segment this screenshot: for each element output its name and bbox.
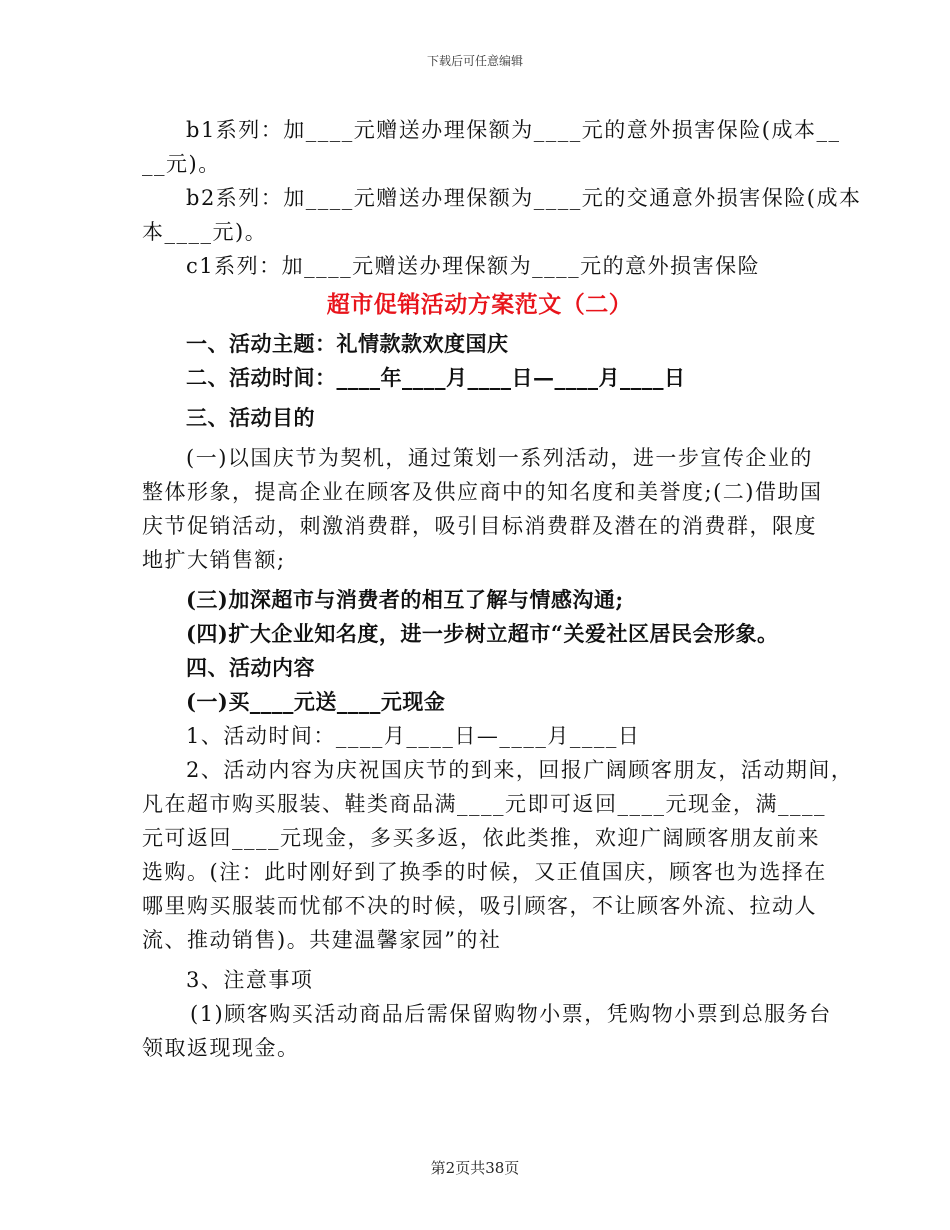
heading-content: 四、活动内容 (186, 655, 315, 680)
text-line: (1)顾客购买活动商品后需保留购物小票，凭购物小票到总服务台 (190, 1002, 832, 1026)
text-line: c1系列：加____元赠送办理保额为____元的意外损害保险 (186, 254, 761, 278)
text-line: 流、推动销售)。共建温馨家园”的社 (142, 928, 502, 952)
text-line: 3、注意事项 (186, 968, 314, 992)
text-line: 1、活动时间：____月____日—____月____日 (186, 724, 641, 748)
text-line: __元)。 (142, 152, 221, 176)
text-line: 整体形象，提高企业在顾客及供应商中的知名度和美誉度;(二)借助国 (142, 480, 823, 504)
text-line: b1系列：加____元赠送办理保额为____元的意外损害保险(成本__ (186, 118, 841, 142)
text-line: 选购。(注：此时刚好到了换季的时候，又正值国庆，顾客也为选择在 (142, 860, 827, 884)
text-line: 庆节促销活动，刺激消费群，吸引目标消费群及潜在的消费群，限度 (142, 514, 817, 538)
bold-item: (三)加深超市与消费者的相互了解与情感沟通; (186, 587, 624, 612)
text-line: 领取返现现金。 (142, 1036, 300, 1060)
page-header-note: 下载后可任意编辑 (426, 54, 523, 68)
text-line: (一)以国庆节为契机，通过策划一系列活动，进一步宣传企业的 (186, 446, 813, 470)
heading-time: 二、活动时间：____年____月____日—____月____日 (186, 365, 686, 390)
heading-purpose: 三、活动目的 (186, 405, 315, 430)
document-body (142, 113, 862, 1065)
text-line: 元可返回____元现金，多买多返，依此类推，欢迎广阔顾客朋友前来 (142, 826, 820, 850)
page-footer-number: 第2页共38页 (430, 1159, 520, 1177)
heading-theme: 一、活动主题：礼情款款欢度国庆 (186, 331, 509, 356)
bold-item: (四)扩大企业知名度，进一步树立超市“关爱社区居民会形象。 (186, 621, 779, 646)
text-line: 本____元)。 (142, 220, 268, 244)
text-line: b2系列：加____元赠送办理保额为____元的交通意外损害保险(成本 (186, 186, 862, 210)
text-line: 2、活动内容为庆祝国庆节的到来，回报广阔顾客朋友，活动期间， (186, 758, 854, 782)
section-title: 超市促销活动方案范文（二） (326, 291, 633, 318)
bold-item: (一)买____元送____元现金 (186, 689, 446, 714)
text-line: 凡在超市购买服装、鞋类商品满____元即可返回____元现金，满____ (142, 792, 826, 816)
text-line: 哪里购买服装而忧郁不决的时候，吸引顾客，不让顾客外流、拉动人 (142, 894, 817, 918)
text-line: 地扩大销售额; (142, 548, 286, 572)
